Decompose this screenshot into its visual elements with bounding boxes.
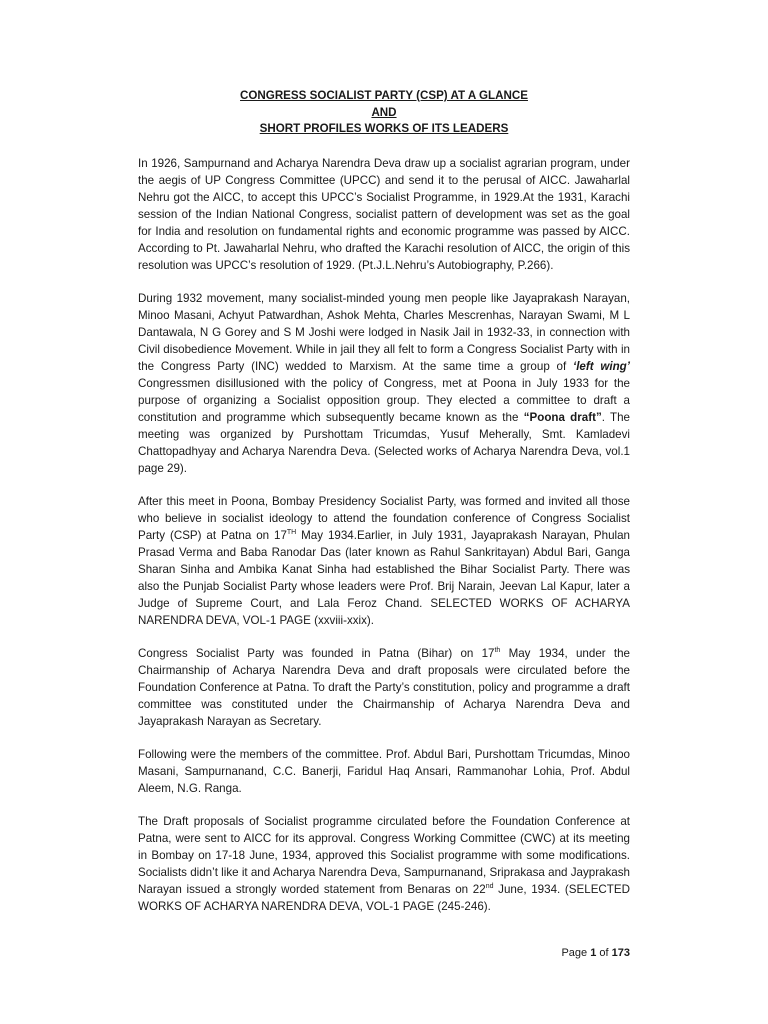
superscript: TH xyxy=(286,528,297,536)
paragraph-1: In 1926, Sampurnand and Acharya Narendra Deva draw up a socialist agrarian program, under the aegis of UP Congress Committee (UPCC) and send it to the perusal of AICC. Jawaharlal Nehru got the AICC, to accept this UPCC’s Socialist Programme, in 1929.At the 1931, Karachi session of the Indian National Congress, socialist pattern of development was set as the goal for India and resolution on fundamental rights and economic programme was passed by AICC. According to Pt. Jawaharlal Nehru, who drafted the Karachi resolution of AICC, the origin of this resolution was UPCC’s resolution of 1929. (Pt.J.L.Nehru’s Autobiography, P.266). xyxy=(138,156,630,272)
left-wing-emphasis: ‘left wing’ xyxy=(572,359,630,373)
paragraph-2-text-c: Congressmen disillusioned with the policy of Congress, met at Poona in July 1933 for the purpose of organizing a Socialist opposition group. They elected a committee to draft a constitution and programme which subsequently became known as the xyxy=(138,376,630,424)
paragraph-2-text-e: . The meeting was organized by Purshottam Tricumdas, Yusuf Meherally, Smt. Kamladevi Chattopadhyay and Acharya Narendra Deva. (Selected works of Acharya Narendra Deva, vol.1 page 29). xyxy=(138,410,630,475)
total-pages: 173 xyxy=(611,947,630,959)
page-label: Page xyxy=(561,947,588,959)
paragraph-5: Following were the members of the committee. Prof. Abdul Bari, Purshottam Tricumdas, Minoo Masani, Sampurnanand, C.C. Banerji, Faridul Haq Ansari, Rammanohar Lohia, Prof. Abdul Aleem, N.G. Ranga. xyxy=(138,747,630,795)
paragraph-2 xyxy=(138,290,630,477)
superscript: th xyxy=(494,646,501,654)
title-line-2: AND xyxy=(371,105,397,119)
paragraph-6 xyxy=(138,813,630,915)
of-label: of xyxy=(599,947,609,959)
superscript: nd xyxy=(485,882,494,890)
paragraph-4-text-a: Congress Socialist Party was founded in Patna (Bihar) on 17 xyxy=(138,646,495,660)
paragraph-3 xyxy=(138,493,630,629)
page-number xyxy=(561,947,630,959)
current-page: 1 xyxy=(590,947,597,959)
paragraph-6-text-a: The Draft proposals of Socialist programme circulated before the Foundation Conference at Patna, were sent to AICC for its approval. Congress Working Committee (CWC) at its meeting in Bombay on 17-18 June, 1934, approved this Socialist programme with some modifications. Socialists didn’t like it and Acharya Narendra Deva, Sampurnanand, Sriprakasa and Jayprakash Narayan issued a strongly worded statement from Benaras on 22 xyxy=(138,814,630,896)
paragraph-3-text-a: After this meet in Poona, Bombay Presidency Socialist Party, was formed and invited all those who believe in socialist ideology to attend the foundation conference of Congress Socialist Party (CSP) at Patna on 17 xyxy=(138,494,630,542)
paragraph-2-text-a: During 1932 movement, many socialist-minded young men people like Jayaprakash Narayan, Minoo Masani, Achyut Patwardhan, Ashok Mehta, Charles Mescrenhas, Narayan Swami, M L Dantawala, N G Gorey and S M Joshi were lodged in Nasik Jail in 1932-33, in connection with Civil disobedience Movement. While in jail they all felt to form a Congress Socialist Party with in the Congress Party (INC) wedded to Marxism. At the same time a group of xyxy=(138,291,630,373)
paragraph-4 xyxy=(138,645,630,730)
poona-draft-emphasis: “Poona draft” xyxy=(523,410,602,424)
paragraph-3-text-b: May 1934.Earlier, in July 1931, Jayaprakash Narayan, Phulan Prasad Verma and Baba Ranodar Das (later known as Rahul Sankritayan) Abdul Bari, Ganga Sharan Sinha and Ambika Kanat Sinha had established the Bihar Socialist Party. There was also the Punjab Socialist Party whose leaders were Prof. Brij Narain, Jeevan Lal Kapur, later a Judge of Supreme Court, and Lala Feroz Chand. SELECTED WORKS OF ACHARYA NARENDRA DEVA, VOL-1 PAGE (xxviii-xxix). xyxy=(138,528,631,627)
title-line-1: CONGRESS SOCIALIST PARTY (CSP) AT A GLANCE xyxy=(240,89,528,102)
paragraph-6-text-b: June, 1934. (SELECTED WORKS OF ACHARYA NARENDRA DEVA, VOL-1 PAGE (245-246). xyxy=(138,882,630,913)
paragraph-4-text-b: May 1934, under the Chairmanship of Acharya Narendra Deva and draft proposals were circulated before the Foundation Conference at Patna. To draft the Party’s constitution, policy and programme a draft committee was constituted under the Chairmanship of Acharya Narendra Deva and Jayaprakash Narayan as Secretary. xyxy=(138,646,630,728)
title-line-3: SHORT PROFILES WORKS OF ITS LEADERS xyxy=(259,122,509,135)
document-title xyxy=(138,88,630,138)
